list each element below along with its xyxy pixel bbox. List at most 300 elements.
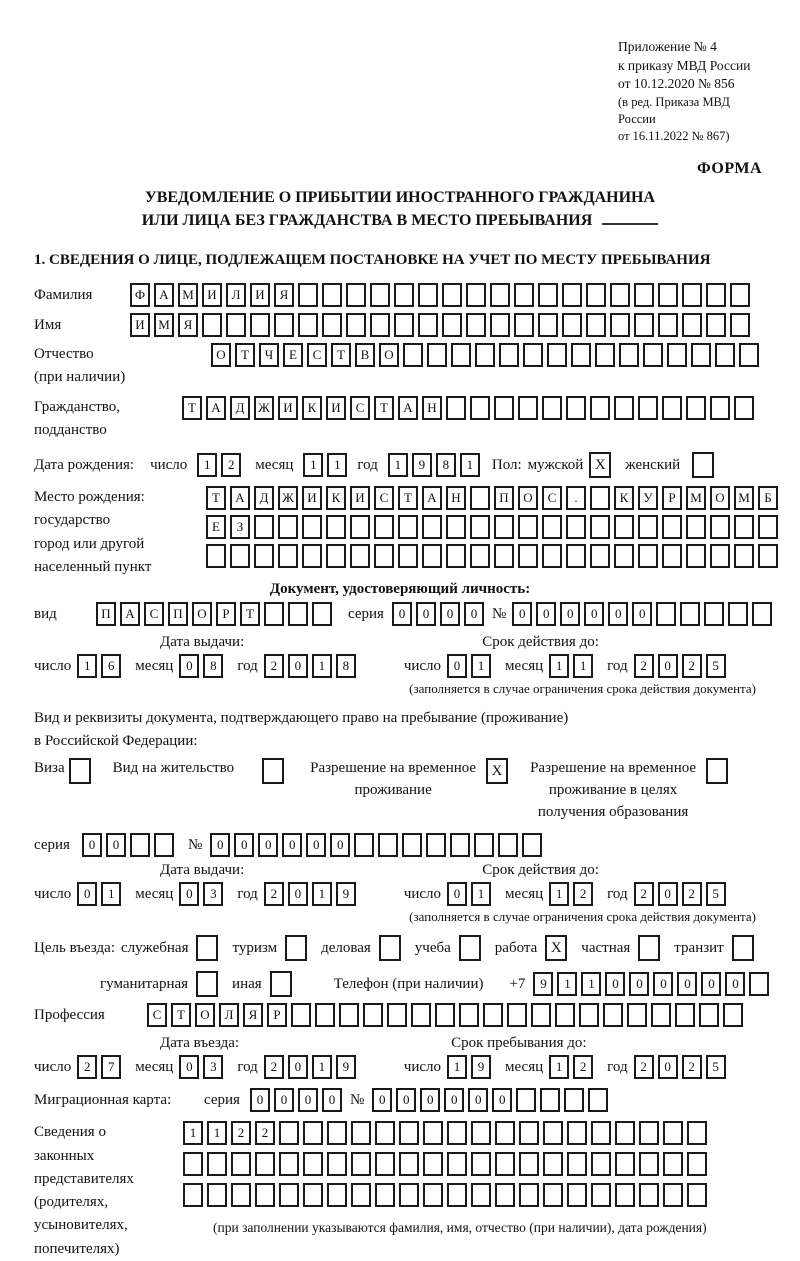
char-cell[interactable]: А — [230, 486, 250, 510]
char-cell[interactable] — [327, 1121, 347, 1145]
name-input[interactable] — [130, 313, 754, 337]
char-cell[interactable]: 2 — [682, 882, 702, 906]
permit-series-input[interactable] — [82, 833, 178, 857]
char-cell[interactable] — [663, 1183, 683, 1207]
char-cell[interactable] — [519, 1121, 539, 1145]
birthplace-input-line1[interactable] — [206, 486, 782, 510]
char-cell[interactable] — [302, 544, 322, 568]
char-cell[interactable]: Р — [662, 486, 682, 510]
char-cell[interactable]: 1 — [183, 1121, 203, 1145]
char-cell[interactable] — [183, 1183, 203, 1207]
char-cell[interactable]: Е — [283, 343, 303, 367]
char-cell[interactable] — [450, 833, 470, 857]
char-cell[interactable] — [567, 1152, 587, 1176]
char-cell[interactable]: В — [355, 343, 375, 367]
char-cell[interactable]: К — [302, 396, 322, 420]
char-cell[interactable] — [507, 1003, 527, 1027]
char-cell[interactable]: 9 — [471, 1055, 491, 1079]
char-cell[interactable]: 1 — [581, 972, 601, 996]
char-cell[interactable] — [514, 283, 534, 307]
char-cell[interactable]: 2 — [682, 654, 702, 678]
char-cell[interactable] — [704, 602, 724, 626]
char-cell[interactable] — [591, 1152, 611, 1176]
char-cell[interactable]: С — [542, 486, 562, 510]
char-cell[interactable]: И — [302, 486, 322, 510]
char-cell[interactable]: 1 — [101, 882, 121, 906]
char-cell[interactable] — [495, 1183, 515, 1207]
char-cell[interactable]: 5 — [706, 654, 726, 678]
char-cell[interactable]: 8 — [336, 654, 356, 678]
char-cell[interactable] — [663, 1152, 683, 1176]
char-cell[interactable] — [346, 313, 366, 337]
char-cell[interactable]: 1 — [549, 882, 569, 906]
char-cell[interactable] — [288, 602, 308, 626]
char-cell[interactable]: 9 — [412, 453, 432, 477]
char-cell[interactable] — [351, 1183, 371, 1207]
char-cell[interactable] — [499, 343, 519, 367]
char-cell[interactable] — [427, 343, 447, 367]
sex-female-checkbox[interactable] — [692, 452, 714, 478]
char-cell[interactable] — [538, 313, 558, 337]
entry-month-input[interactable] — [179, 1055, 227, 1079]
char-cell[interactable]: О — [710, 486, 730, 510]
char-cell[interactable] — [538, 283, 558, 307]
char-cell[interactable]: 1 — [388, 453, 408, 477]
char-cell[interactable]: 3 — [203, 882, 223, 906]
purpose-business-checkbox[interactable] — [379, 935, 401, 961]
entry-day-input[interactable] — [77, 1055, 125, 1079]
char-cell[interactable]: М — [686, 486, 706, 510]
char-cell[interactable] — [446, 544, 466, 568]
char-cell[interactable] — [303, 1183, 323, 1207]
char-cell[interactable]: Л — [226, 283, 246, 307]
char-cell[interactable] — [298, 283, 318, 307]
char-cell[interactable] — [495, 1121, 515, 1145]
char-cell[interactable] — [658, 283, 678, 307]
doc-issue-year-input[interactable] — [264, 654, 360, 678]
char-cell[interactable]: 1 — [460, 453, 480, 477]
char-cell[interactable] — [339, 1003, 359, 1027]
char-cell[interactable] — [614, 515, 634, 539]
char-cell[interactable] — [451, 343, 471, 367]
char-cell[interactable] — [279, 1183, 299, 1207]
char-cell[interactable] — [562, 313, 582, 337]
char-cell[interactable]: 0 — [77, 882, 97, 906]
char-cell[interactable] — [426, 833, 446, 857]
char-cell[interactable] — [483, 1003, 503, 1027]
char-cell[interactable]: 0 — [605, 972, 625, 996]
char-cell[interactable]: 0 — [629, 972, 649, 996]
permit-issue-month-input[interactable] — [179, 882, 227, 906]
entry-year-input[interactable] — [264, 1055, 360, 1079]
char-cell[interactable]: 0 — [106, 833, 126, 857]
char-cell[interactable] — [326, 515, 346, 539]
char-cell[interactable]: 1 — [471, 654, 491, 678]
char-cell[interactable]: 1 — [327, 453, 347, 477]
char-cell[interactable] — [207, 1183, 227, 1207]
char-cell[interactable] — [566, 515, 586, 539]
char-cell[interactable]: О — [518, 486, 538, 510]
char-cell[interactable] — [346, 283, 366, 307]
char-cell[interactable]: 1 — [207, 1121, 227, 1145]
doc-valid-day-input[interactable] — [447, 654, 495, 678]
char-cell[interactable] — [758, 544, 778, 568]
char-cell[interactable]: 0 — [250, 1088, 270, 1112]
purpose-official-checkbox[interactable] — [196, 935, 218, 961]
char-cell[interactable] — [322, 283, 342, 307]
char-cell[interactable] — [595, 343, 615, 367]
char-cell[interactable] — [686, 515, 706, 539]
purpose-private-checkbox[interactable] — [638, 935, 660, 961]
char-cell[interactable] — [226, 313, 246, 337]
char-cell[interactable] — [730, 283, 750, 307]
char-cell[interactable] — [706, 283, 726, 307]
char-cell[interactable] — [542, 396, 562, 420]
char-cell[interactable]: 0 — [210, 833, 230, 857]
char-cell[interactable] — [411, 1003, 431, 1027]
char-cell[interactable] — [322, 313, 342, 337]
char-cell[interactable] — [495, 1152, 515, 1176]
char-cell[interactable] — [619, 343, 639, 367]
char-cell[interactable]: 0 — [677, 972, 697, 996]
char-cell[interactable]: 0 — [447, 882, 467, 906]
char-cell[interactable] — [519, 1152, 539, 1176]
char-cell[interactable]: 5 — [706, 1055, 726, 1079]
char-cell[interactable] — [423, 1121, 443, 1145]
char-cell[interactable] — [447, 1121, 467, 1145]
char-cell[interactable] — [567, 1183, 587, 1207]
char-cell[interactable] — [638, 544, 658, 568]
char-cell[interactable]: 0 — [658, 1055, 678, 1079]
char-cell[interactable] — [723, 1003, 743, 1027]
char-cell[interactable]: М — [178, 283, 198, 307]
char-cell[interactable]: 1 — [471, 882, 491, 906]
char-cell[interactable] — [471, 1152, 491, 1176]
char-cell[interactable]: Н — [446, 486, 466, 510]
char-cell[interactable]: 2 — [573, 882, 593, 906]
char-cell[interactable] — [474, 833, 494, 857]
char-cell[interactable] — [202, 313, 222, 337]
temp-permit-edu-checkbox[interactable] — [706, 758, 728, 784]
char-cell[interactable] — [312, 602, 332, 626]
phone-input[interactable] — [533, 972, 773, 996]
char-cell[interactable] — [326, 544, 346, 568]
char-cell[interactable] — [351, 1121, 371, 1145]
char-cell[interactable] — [398, 544, 418, 568]
char-cell[interactable]: Ф — [130, 283, 150, 307]
char-cell[interactable]: 9 — [533, 972, 553, 996]
char-cell[interactable] — [183, 1152, 203, 1176]
char-cell[interactable] — [588, 1088, 608, 1112]
char-cell[interactable] — [706, 313, 726, 337]
char-cell[interactable]: 0 — [420, 1088, 440, 1112]
char-cell[interactable]: Ж — [254, 396, 274, 420]
char-cell[interactable]: 0 — [288, 882, 308, 906]
char-cell[interactable] — [634, 283, 654, 307]
char-cell[interactable] — [255, 1183, 275, 1207]
char-cell[interactable]: 0 — [179, 654, 199, 678]
char-cell[interactable]: 0 — [725, 972, 745, 996]
char-cell[interactable]: А — [422, 486, 442, 510]
char-cell[interactable]: 8 — [436, 453, 456, 477]
char-cell[interactable]: 2 — [682, 1055, 702, 1079]
char-cell[interactable] — [399, 1121, 419, 1145]
char-cell[interactable]: И — [350, 486, 370, 510]
char-cell[interactable] — [394, 283, 414, 307]
char-cell[interactable]: П — [96, 602, 116, 626]
char-cell[interactable] — [350, 544, 370, 568]
char-cell[interactable]: 0 — [298, 1088, 318, 1112]
rep-input-line1[interactable] — [183, 1121, 711, 1145]
char-cell[interactable]: 0 — [658, 882, 678, 906]
char-cell[interactable]: 0 — [179, 882, 199, 906]
purpose-work-checkbox[interactable]: X — [545, 935, 567, 961]
permit-issue-year-input[interactable] — [264, 882, 360, 906]
char-cell[interactable]: Ж — [278, 486, 298, 510]
char-cell[interactable] — [422, 515, 442, 539]
char-cell[interactable]: 1 — [197, 453, 217, 477]
char-cell[interactable] — [442, 313, 462, 337]
char-cell[interactable]: 0 — [701, 972, 721, 996]
char-cell[interactable] — [399, 1183, 419, 1207]
char-cell[interactable] — [615, 1121, 635, 1145]
char-cell[interactable] — [662, 544, 682, 568]
char-cell[interactable] — [518, 544, 538, 568]
char-cell[interactable] — [691, 343, 711, 367]
char-cell[interactable]: Д — [254, 486, 274, 510]
char-cell[interactable] — [370, 283, 390, 307]
char-cell[interactable]: 1 — [447, 1055, 467, 1079]
char-cell[interactable]: 1 — [573, 654, 593, 678]
char-cell[interactable]: 2 — [221, 453, 241, 477]
char-cell[interactable]: 1 — [303, 453, 323, 477]
char-cell[interactable]: 0 — [444, 1088, 464, 1112]
char-cell[interactable]: 1 — [557, 972, 577, 996]
char-cell[interactable] — [315, 1003, 335, 1027]
char-cell[interactable] — [302, 515, 322, 539]
char-cell[interactable]: 2 — [255, 1121, 275, 1145]
char-cell[interactable] — [627, 1003, 647, 1027]
char-cell[interactable]: 2 — [573, 1055, 593, 1079]
char-cell[interactable]: 0 — [234, 833, 254, 857]
char-cell[interactable] — [370, 313, 390, 337]
char-cell[interactable] — [394, 313, 414, 337]
visa-checkbox[interactable] — [69, 758, 91, 784]
char-cell[interactable]: 0 — [468, 1088, 488, 1112]
char-cell[interactable] — [264, 602, 284, 626]
mig-series-input[interactable] — [250, 1088, 346, 1112]
char-cell[interactable] — [447, 1152, 467, 1176]
char-cell[interactable] — [291, 1003, 311, 1027]
char-cell[interactable] — [442, 283, 462, 307]
char-cell[interactable] — [470, 486, 490, 510]
char-cell[interactable] — [387, 1003, 407, 1027]
char-cell[interactable] — [231, 1183, 251, 1207]
char-cell[interactable] — [375, 1152, 395, 1176]
char-cell[interactable]: Т — [398, 486, 418, 510]
char-cell[interactable]: П — [168, 602, 188, 626]
char-cell[interactable] — [542, 515, 562, 539]
char-cell[interactable] — [662, 396, 682, 420]
char-cell[interactable]: 1 — [312, 882, 332, 906]
char-cell[interactable] — [514, 313, 534, 337]
char-cell[interactable] — [699, 1003, 719, 1027]
doc-number-input[interactable] — [512, 602, 776, 626]
char-cell[interactable] — [206, 544, 226, 568]
char-cell[interactable] — [435, 1003, 455, 1027]
char-cell[interactable]: О — [192, 602, 212, 626]
doc-issue-month-input[interactable] — [179, 654, 227, 678]
char-cell[interactable] — [303, 1152, 323, 1176]
char-cell[interactable]: О — [211, 343, 231, 367]
char-cell[interactable] — [490, 313, 510, 337]
char-cell[interactable] — [466, 283, 486, 307]
char-cell[interactable] — [540, 1088, 560, 1112]
char-cell[interactable] — [230, 544, 250, 568]
char-cell[interactable] — [579, 1003, 599, 1027]
char-cell[interactable] — [422, 544, 442, 568]
birth-year-input[interactable] — [388, 453, 484, 477]
char-cell[interactable]: Л — [219, 1003, 239, 1027]
char-cell[interactable]: Р — [216, 602, 236, 626]
char-cell[interactable]: 0 — [392, 602, 412, 626]
purpose-study-checkbox[interactable] — [459, 935, 481, 961]
char-cell[interactable] — [231, 1152, 251, 1176]
char-cell[interactable]: Т — [235, 343, 255, 367]
char-cell[interactable] — [278, 544, 298, 568]
char-cell[interactable]: 9 — [336, 882, 356, 906]
char-cell[interactable] — [398, 515, 418, 539]
char-cell[interactable] — [667, 343, 687, 367]
char-cell[interactable] — [402, 833, 422, 857]
char-cell[interactable]: 5 — [706, 882, 726, 906]
char-cell[interactable] — [543, 1152, 563, 1176]
char-cell[interactable]: 0 — [330, 833, 350, 857]
char-cell[interactable] — [543, 1121, 563, 1145]
char-cell[interactable]: 1 — [77, 654, 97, 678]
permit-valid-day-input[interactable] — [447, 882, 495, 906]
char-cell[interactable] — [363, 1003, 383, 1027]
char-cell[interactable] — [566, 544, 586, 568]
char-cell[interactable]: Т — [240, 602, 260, 626]
char-cell[interactable] — [418, 283, 438, 307]
char-cell[interactable] — [734, 544, 754, 568]
char-cell[interactable] — [734, 396, 754, 420]
mig-number-input[interactable] — [372, 1088, 612, 1112]
char-cell[interactable] — [446, 396, 466, 420]
birth-month-input[interactable] — [303, 453, 351, 477]
char-cell[interactable]: К — [326, 486, 346, 510]
char-cell[interactable]: С — [350, 396, 370, 420]
char-cell[interactable]: 0 — [658, 654, 678, 678]
char-cell[interactable]: 6 — [101, 654, 121, 678]
char-cell[interactable] — [254, 515, 274, 539]
char-cell[interactable] — [399, 1152, 419, 1176]
char-cell[interactable]: 0 — [282, 833, 302, 857]
permit-issue-day-input[interactable] — [77, 882, 125, 906]
char-cell[interactable]: И — [130, 313, 150, 337]
char-cell[interactable] — [423, 1183, 443, 1207]
purpose-humanitarian-checkbox[interactable] — [196, 971, 218, 997]
char-cell[interactable] — [250, 313, 270, 337]
char-cell[interactable] — [675, 1003, 695, 1027]
char-cell[interactable] — [523, 343, 543, 367]
char-cell[interactable] — [639, 1183, 659, 1207]
char-cell[interactable]: 0 — [82, 833, 102, 857]
char-cell[interactable]: Д — [230, 396, 250, 420]
char-cell[interactable] — [543, 1183, 563, 1207]
char-cell[interactable]: Т — [171, 1003, 191, 1027]
char-cell[interactable]: З — [230, 515, 250, 539]
char-cell[interactable]: 0 — [274, 1088, 294, 1112]
char-cell[interactable] — [682, 283, 702, 307]
char-cell[interactable] — [639, 1121, 659, 1145]
char-cell[interactable] — [687, 1121, 707, 1145]
char-cell[interactable] — [327, 1183, 347, 1207]
permit-valid-year-input[interactable] — [634, 882, 730, 906]
char-cell[interactable]: 0 — [447, 654, 467, 678]
purpose-tourism-checkbox[interactable] — [285, 935, 307, 961]
char-cell[interactable] — [423, 1152, 443, 1176]
char-cell[interactable] — [278, 515, 298, 539]
char-cell[interactable] — [130, 833, 150, 857]
char-cell[interactable] — [567, 1121, 587, 1145]
char-cell[interactable] — [710, 544, 730, 568]
char-cell[interactable]: М — [734, 486, 754, 510]
char-cell[interactable] — [739, 343, 759, 367]
char-cell[interactable]: 2 — [634, 882, 654, 906]
permit-valid-month-input[interactable] — [549, 882, 597, 906]
char-cell[interactable]: 9 — [336, 1055, 356, 1079]
residence-permit-checkbox[interactable] — [262, 758, 284, 784]
sex-male-checkbox[interactable]: X — [589, 452, 611, 478]
char-cell[interactable] — [687, 1183, 707, 1207]
char-cell[interactable]: 0 — [179, 1055, 199, 1079]
char-cell[interactable] — [590, 515, 610, 539]
rep-input-line3[interactable] — [183, 1183, 711, 1207]
char-cell[interactable]: С — [374, 486, 394, 510]
char-cell[interactable] — [687, 1152, 707, 1176]
char-cell[interactable] — [638, 515, 658, 539]
char-cell[interactable] — [354, 833, 374, 857]
char-cell[interactable]: 1 — [312, 654, 332, 678]
char-cell[interactable] — [378, 833, 398, 857]
citizenship-input[interactable] — [182, 396, 758, 420]
char-cell[interactable] — [518, 515, 538, 539]
char-cell[interactable] — [374, 515, 394, 539]
char-cell[interactable] — [590, 544, 610, 568]
char-cell[interactable] — [728, 602, 748, 626]
char-cell[interactable]: П — [494, 486, 514, 510]
char-cell[interactable] — [586, 283, 606, 307]
doc-valid-year-input[interactable] — [634, 654, 730, 678]
char-cell[interactable] — [614, 396, 634, 420]
char-cell[interactable] — [682, 313, 702, 337]
char-cell[interactable]: 1 — [549, 1055, 569, 1079]
char-cell[interactable] — [375, 1183, 395, 1207]
char-cell[interactable]: А — [206, 396, 226, 420]
char-cell[interactable]: 0 — [464, 602, 484, 626]
char-cell[interactable]: 0 — [536, 602, 556, 626]
char-cell[interactable]: 0 — [608, 602, 628, 626]
char-cell[interactable]: 0 — [440, 602, 460, 626]
char-cell[interactable] — [494, 544, 514, 568]
char-cell[interactable]: 1 — [312, 1055, 332, 1079]
char-cell[interactable] — [638, 396, 658, 420]
char-cell[interactable] — [614, 544, 634, 568]
char-cell[interactable]: Я — [274, 283, 294, 307]
profession-input[interactable] — [147, 1003, 747, 1027]
